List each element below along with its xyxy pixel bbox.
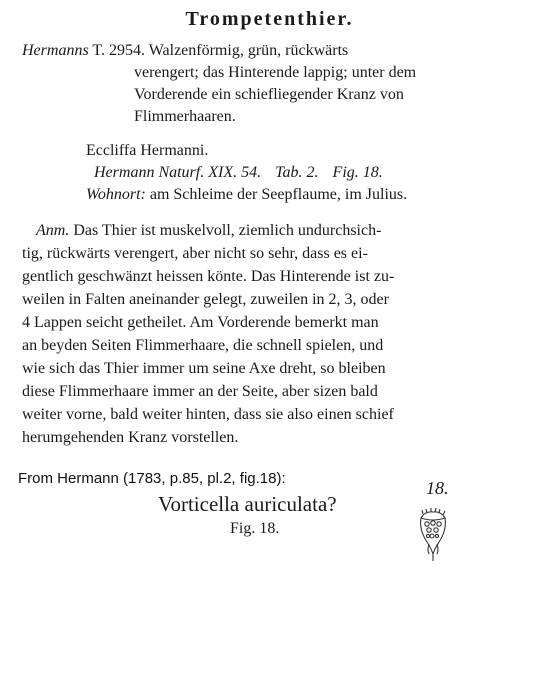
remark-line-7: diese Flimmerhaare immer an der Seite, aber sizen bald xyxy=(22,383,378,400)
habitat-text: am Schleime der Seepflaume, im Julius. xyxy=(149,186,408,203)
entry-line-1: Walzenförmig, grün, rückwärts xyxy=(148,42,349,59)
remark-line-5: an beyden Seiten Flimmerhaare, die schnell spielen, und xyxy=(22,337,384,354)
remark-line-6: wie sich das Thier immer um seine Axe dreht, so bleiben xyxy=(22,360,386,377)
figure-label: Fig. 18. xyxy=(230,520,280,537)
page-title: Trompetenthier. xyxy=(185,8,354,30)
remark-first-line xyxy=(36,220,381,242)
entry-line-3: Vorderende ein schiefliegender Kranz von xyxy=(134,86,404,103)
habitat-line xyxy=(86,184,407,206)
entry-ref: T. 2954. xyxy=(92,42,145,59)
figure-caption: From Hermann (1783, p.85, pl.2, fig.18): xyxy=(18,470,286,487)
figure-number: 18. xyxy=(426,478,449,498)
citation-volume: XIX. 54. xyxy=(208,164,262,181)
entry-author: Hermanns xyxy=(22,42,89,59)
entry-line-4: Flimmerhaaren. xyxy=(134,108,236,125)
remark-line-9: herumgehenden Kranz vorstellen. xyxy=(22,429,239,446)
vorticella-illustration xyxy=(413,508,453,562)
remark-line-3: weilen in Falten aneinander gelegt, zuweilen in 2, 3, oder xyxy=(22,291,389,308)
remark-line-8: weiter vorne, bald weiter hinten, dass sie also einen schief xyxy=(22,406,394,423)
synonym-name: Eccliffa Hermanni. xyxy=(86,142,209,159)
remark-line-2: gentlich geschwänzt heissen könte. Das Hinterende ist zu- xyxy=(22,268,395,285)
synonym-citation xyxy=(94,162,383,184)
entry-line-2: verengert; das Hinterende lappig; unter dem xyxy=(134,64,417,81)
habitat-label: Wohnort: xyxy=(86,186,146,203)
remark-line-1: tig, rückwärts verengert, aber nicht so sehr, dass es ei- xyxy=(22,245,368,262)
remark-line-4: 4 Lappen seicht getheilet. Am Vorderende bemerkt man xyxy=(22,314,379,331)
remark-line-0: Das Thier ist muskelvoll, ziemlich undurchsich- xyxy=(73,222,382,239)
entry-first-line xyxy=(22,40,348,62)
citation-author: Hermann Naturf. xyxy=(94,164,205,181)
citation-tab: Tab. 2. xyxy=(275,164,319,181)
species-name: Vorticella auriculata? xyxy=(158,492,337,516)
citation-fig: Fig. 18. xyxy=(332,164,383,181)
remark-label: Anm. xyxy=(36,222,70,239)
